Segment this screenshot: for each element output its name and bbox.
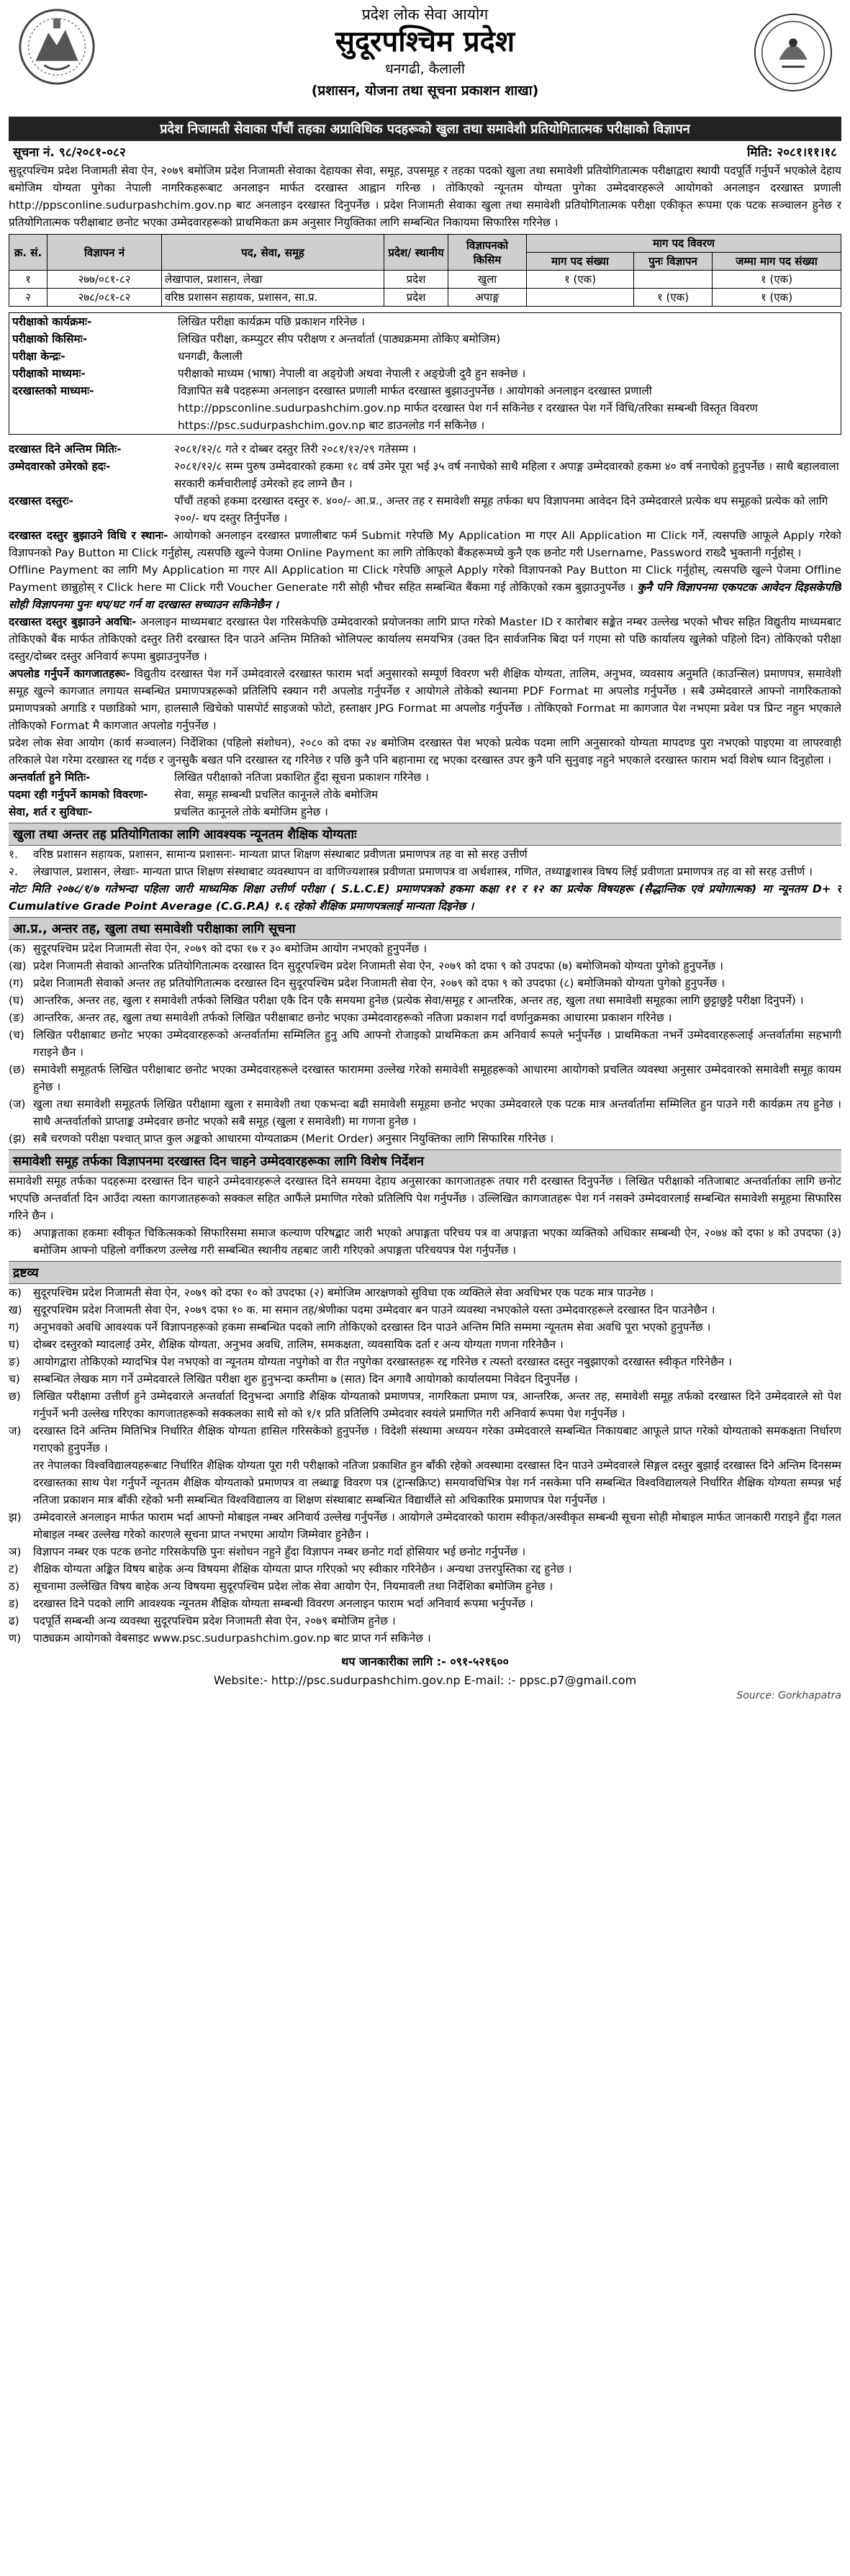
exam-info-box (9, 312, 841, 435)
header-branch: (प्रशासन, योजना तथा सूचना प्रकाशन शाखा) (311, 83, 539, 99)
notice-number: सूचना नं. ९८/२०८१-०८२ (13, 145, 126, 160)
exam-type: परीक्षाको किसिमः- लिखित परीक्षा, कम्प्युटर सीप परीक्षण र अन्तर्वार्ता (पाठ्यक्रममा तोकिए बमोजिम) (12, 333, 501, 345)
list-item: घ) दोब्बर दस्तुरको म्यादलाई उमेर, शैक्षिक योग्यता, अनुभव अवधि, तालिम, समकक्षता, व्यवसायिक दर्ता र अन्य योग्यता गणना गरिनेछैन । (9, 1338, 564, 1351)
footer (9, 1653, 841, 1690)
offline-payment: Offline Payment का लागि My Application मा गएर All Application मा Click गरेपछि आफूले Apply गरेको विज्ञापनको Pay Button मा Click गर्नुहोस्, त्यसपछि खुल्ने पेजमा Offline Payment छान्नुहोस् र Click here मा Click गरी Voucher Generate गरी सोही भौचर सहित सम्बन्धित बैंकमा गई तोकिएको रकम बुझाउनुपर्नेछ । कुनै पनि विज्ञापनमा एकपटक आवेदन दिइसकेपछि सोही विज्ञापनमा पुनः थप/घट गर्न वा दरखास्त सच्याउन सकिनेछैन । (9, 564, 841, 611)
advertisement-page (9, 0, 841, 2564)
col-demand: माग पद विवरण (527, 235, 841, 253)
edu-section-heading: खुला तथा अन्तर तह प्रतियोगिताका लागि आवश्यक न्यूनतम शैक्षिक योग्यताः (9, 823, 841, 846)
payment-method: दरखास्त दस्तुर बुझाउने विधि र स्थानः- आयोगको अनलाइन दरखास्त प्रणालीबाट फर्म Submit गरेपछि My Application मा गएर All Application मा Click गर्ने, त्यसपछि आफूले Apply गरेको विज्ञापनको Pay Button मा Click गर्नुहोस्, त्यसपछि खुल्ने पेजमा Online Payment का लागि तोकिएको बैंकहरूमध्ये कुनै एक छनोट गरी Username, Password राख्दै भुक्तानी गर्नुहोस् । (9, 529, 841, 559)
col-type: विज्ञापनको किसिम (448, 235, 527, 271)
directive-paragraph: प्रदेश लोक सेवा आयोग (कार्य सञ्चालन) निर्देशिका (पहिलो संशोधन), २०८० को दफा २४ बमोजिम दरखास्त पेश भएको प्रत्येक पदमा लागि अनुसारको योग्यता मापदण्ड पुरा नभएको पाइएमा वा लापरवाही तरिकाले पेश गरेमा दरखास्त रद्द गर्दछ र जुनसुकै बखत पनि दरखास्त रद्द गरिनेछ र पछि कुनै पनि बहानामा रद्द भएका दरखास्त उपर कुनै पनि सुनुवाइ नहुने भएकाले दरखास्त फाराम भर्दा विशेष ध्यान दिनुहोला । (9, 736, 841, 767)
advertisement-title: प्रदेश निजामती सेवाका पाँचौं तहका अप्राविधिक पदहरूको खुला तथा समावेशी प्रतियोगितात्मक परीक्षाको विज्ञापन (9, 117, 841, 141)
source-credit: Source: Gorkhapatra (736, 1690, 841, 1701)
list-item: ट) शैक्षिक योग्यता अङ्कित विषय बाहेक अन्य विषयमा शैक्षिक योग्यता प्राप्त गरिएको भए स्वीकार गरिनेछैन । अन्यथा उत्तरपुस्तिका रद्द हुनेछ । (9, 1563, 572, 1576)
service-benefits: सेवा, शर्त र सुविधाः- प्रचलित कानूनले तोके बमोजिम हुनेछ । (9, 805, 329, 818)
col-sn: क्र. सं. (9, 235, 48, 271)
application-fee: दरखास्त दस्तुरः- पाँचौं तहको हकमा दरखास्त दस्तुर रु. ४००/- आ.प्र., अन्तर तह र समावेशी समूह तर्फका थप विज्ञापनमा आवेदन दिने उम्मेदवारले प्रत्येक थप समूहको प्रत्येक को लागि २००/- थप दस्तुर तिर्नुपर्नेछ । (9, 494, 828, 525)
commission-logo-icon (751, 10, 836, 95)
deadline: दरखास्त दिने अन्तिम मितिः- २०८१/१२/८ गते र दोब्बर दस्तुर तिरी २०८१/१२/२९ गतेसम्म । (9, 443, 417, 456)
notice-line (9, 141, 841, 162)
posts-table (9, 234, 841, 307)
exam-medium: परीक्षाको माध्यमः- परीक्षाको माध्यम (भाषा) नेपाली वा अङ्ग्रेजी अथवा नेपाली र अङ्ग्रेजी दुवै हुन सक्नेछ । (12, 367, 526, 380)
intro-paragraph: सुदूरपश्चिम प्रदेश निजामती सेवा ऐन, २०७९ बमोजिम प्रदेश निजामती सेवाका देहायका सेवा, समूह, उपसमूह र तहका पदको खुला तथा समावेशी प्रतियोगितात्मक परीक्षाद्वारा स्थायी पदपूर्ति गर्नुपर्ने भएकोले देहाय बमोजिम योग्यता पुगेका नेपाली नागरिकहरूबाट अनलाइन मार्फत दरखास्त आह्वान गरिन्छ । तोकिएको न्यूनतम योग्यता पुगेका उम्मेदवारहरूले आयोगको अनलाइन दरखास्त प्रणाली http://ppsconline.sudurpashchim.gov.np बाट अनलाइन दरखास्त दिनुपर्नेछ । प्रदेश निजामती सेवाका खुला तथा समावेशी प्रतियोगितात्मक परीक्षा एकीकृत रूपमा एक पटक सञ्चालन हुनेछ र प्रतियोगितात्मक परीक्षाबाट छनोट भएका उम्मेदवारहरूको प्राथमिकता क्रम अनुसार नियुक्तिका लागि सम्बन्धित निकायमा सिफारिस गरिनेछ । (9, 164, 841, 229)
list-item: ठ) सूचनामा उल्लेखित विषय बाहेक अन्य विषयमा सुदूरपश्चिम प्रदेश लोक सेवा आयोग ऐन, नियमावली तथा निर्देशिका बमोजिम हुनेछ । (9, 1580, 553, 1593)
edu-note: नोटः मिति २०७८/१/७ गतेभन्दा पहिला जारी माध्यमिक शिक्षा उत्तीर्ण परीक्षा ( S.L.C.E) प्रमाणपत्रको हकमा कक्षा ११ र १२ का प्रत्येक विषयहरू (सैद्धान्तिक एवं प्रयोगात्मक) मा न्यूनतम D+ र Cumulative Grade Point Average (C.G.P.A) १.६ रहेको शैक्षिक प्रमाणपत्रलाई मान्यता दिइनेछ । (9, 882, 841, 913)
fee-submission-period: दरखास्त दस्तुर बुझाउने अवधिः- अनलाइन माध्यमबाट दरखास्त पेश गरिसकेपछि उम्मेदवारको प्रयोजनका लागि प्राप्त गरेको Master ID र कारोबार सङ्केत नम्बर उल्लेख भएको भौचर सहित विद्युतीय माध्यमबाट तोकिएको बैंक मार्फत तोकिएको दस्तुर तिरी दरखास्त दिन पाउने अन्तिम मितिको भोलिपल्ट कार्यालय समयभित्र (उक्त दिन सार्वजनिक बिदा पर्न गएमा सो पछि कार्यालय खुलेको पहिलो दिन) तोकिएको परीक्षा दस्तुर/दोब्बर दस्तुर अनिवार्य रूपमा बुझाउनुपर्नेछ । (9, 615, 841, 663)
table-row: २ २७८/०८१-८२ वरिष्ठ प्रशासन सहायक, प्रशासन, सा.प्र. प्रदेश अपाङ्ग १ (एक) १ (एक) (9, 289, 841, 307)
list-item: झ) उम्मेदवारले अनलाइन मार्फत फाराम भर्दा आफ्नो मोबाइल नम्बर अनिवार्य उल्लेख गर्नुपर्नेछ । आयोगले उम्मेदवारको फाराम स्वीकृत/अस्वीकृत सम्बन्धी सूचना सोही मोबाइल मार्फत जानकारी गराइने हुँदा गलत मोबाइल नम्बर उल्लेख गरेको कारणले सूचना प्राप्त नभएमा आयोग जिम्मेवार हुनेछैन । (9, 1511, 841, 1541)
interview-date: अन्तर्वार्ता हुने मितिः- लिखित परीक्षाको नतिजा प्रकाशित हुँदा सूचना प्रकाशन गरिनेछ । (9, 771, 429, 784)
col-ad-no: विज्ञापन नं (48, 235, 162, 271)
list-item: (ख) प्रदेश निजामती सेवाको आन्तरिक प्रतियोगितात्मक दरखास्त दिन सुदूरपश्चिम प्रदेश निजामती सेवा ऐन, २०७९ को दफा ९ को उपदफा (७) बमोजिमको योग्यता पुगेको हुनुपर्नेछ । (9, 959, 723, 972)
list-item: तर नेपालका विश्वविद्यालयहरूबाट निर्धारित शैक्षिक योग्यता पूरा गरी परीक्षाको नतिजा प्रकाशित हुन बाँकी रहेको अवस्थामा दरखास्त दिन पाउने उम्मेदवारले सिङ्गल दस्तुर बुझाई दरखास्त दिने अन्तिम दिनसम्म दरखास्तका साथ पेश गर्नुपर्ने न्यूनतम शैक्षिक योग्यताको प्रमाणपत्र वा लब्धाङ्क विवरण पत्र (ट्रान्सक्रिप्ट) समयावधिभित्र पेश गर्न नसकेमा पनि सम्बन्धित विश्वविद्यालयले निर्धारित शैक्षिक योग्यता सम्पन्न भई नतिजा प्रकाशन मात्र बाँकी रहेको भनी सम्बन्धित विश्वविद्यालय वा शिक्षण संस्थाबाट सम्बन्धित विद्यार्थीले सो अधिकारिक प्रमाणपत्र पेश गर्नुपर्नेछ । (33, 1459, 841, 1506)
list-item: च) सम्बन्धित लेखक माग गर्ने उम्मेदवारले लिखित परीक्षा शुरु हुनुभन्दा कम्तीमा ७ (सात) दिन अगावै आयोगको कार्यालयमा निवेदन दिनुपर्नेछ । (9, 1373, 578, 1386)
inclusive-section-heading: समावेशी समूह तर्फका विज्ञापनमा दरखास्त दिन चाहने उम्मेदवारहरूका लागि विशेष निर्देशन (9, 1149, 841, 1172)
list-item: क) अपाङ्गताका हकमाः स्वीकृत चिकित्सकको सिफारिसमा समाज कल्याण परिषद्बाट जारी भएको अपाङ्गता परिचय पत्र वा अपाङ्गता भएका व्यक्तिको अधिकार सम्बन्धी ऐन, २०७४ को दफा ४ को उपदफा (३) बमोजिम आफ्नो पहिलो वर्गीकरण उल्लेख गरी सम्बन्धित स्थानीय तहबाट जारी गरिएको अपाङ्गता परिचयपत्र पेश गर्नुपर्नेछ । (9, 1226, 841, 1257)
exam-center: परीक्षा केन्द्रः- धनगढी, कैलाली (12, 350, 243, 363)
col-demand-count: माग पद संख्या (527, 253, 634, 271)
header (9, 0, 841, 117)
list-item: ज) दरखास्त दिने अन्तिम मितिभित्र निर्धारित शैक्षिक योग्यता हासिल गरिसकेको हुनुपर्नेछ । विदेशी संस्थामा अध्ययन गरेका उम्मेदवारले सम्बन्धित निकायबाट आफूले प्राप्त गरेको योग्यताको समकक्षता निर्धारण गराएको हुनुपर्नेछ । (9, 1424, 841, 1455)
header-commission: प्रदेश लोक सेवा आयोग (361, 6, 489, 23)
list-item: (ज) खुला तथा समावेशी समूहतर्फ लिखित परीक्षामा खुला र समावेशी तथा एकभन्दा बढी समावेशी समूहमा छनोट भएका उम्मेदवारले एक पटक मात्र अन्तर्वार्तामा सम्मिलित हुन पाउने गरी कार्यक्रम तय हुनेछ । साथै अन्तर्वार्ताको प्राप्ताङ्क उम्मेदवार छनोट भएको सबै समूह (खुला र समावेशी) मा गणना हुनेछ । (9, 1098, 841, 1128)
exam-schedule: परीक्षाको कार्यक्रमः- लिखित परीक्षा कार्यक्रम पछि प्रकाशन गरिनेछ । (12, 315, 366, 328)
nepal-emblem-icon (14, 4, 99, 89)
list-item: ङ) आयोगद्वारा तोकिएको म्यादभित्र पेश नभएको वा न्यूनतम योग्यता नपुगेको वा रीत नपुगेका दरखास्तहरू रद्द गरिनेछ र त्यस्तो दरखास्त दस्तुर नबुझाएको दरखास्त स्वीकृत गरिनेछैन । (9, 1355, 732, 1368)
list-item: (झ) सबै चरणको परीक्षा पश्चात् प्राप्त कुल अङ्कको आधारमा योग्यताक्रम (Merit Order) अनुसार नियुक्तिका लागि सिफारिस गरिनेछ । (9, 1132, 554, 1145)
notice-date: मिति: २०८१।११।१८ (747, 145, 837, 160)
notes-section-heading: द्रष्टव्य (9, 1261, 841, 1284)
website-email: Website:- http://psc.sudurpashchim.gov.np E-mail: :- ppsc.p7@gmail.com (213, 1673, 637, 1687)
list-item: (घ) आन्तरिक, अन्तर तह, खुला र समावेशी तर्फको लिखित परीक्षा एकै दिन एकै समयमा हुनेछ (प्रत्येक सेवा/समूह र आन्तरिक, अन्तर तह, खुला तथा समावेशी समूहका लागि छुट्टाछुट्टै परीक्षा दिनुपर्ने) । (9, 994, 804, 1007)
list-item: २. लेखापाल, प्रशासन, लेखाः- मान्यता प्राप्त शिक्षण संस्थाबाट व्यवस्थापन वा वाणिज्यशास्त्र प्रवीणता प्रमाणपत्र वा अर्थशास्त्र, गणित, तथ्याङ्कशास्त्र विषय लिई प्रवीणता प्रमाणपत्र तह वा सो सरह उत्तीर्ण । (9, 865, 813, 878)
list-item: (छ) समावेशी समूहतर्फ लिखित परीक्षाबाट छनोट भएका उम्मेदवारहरूले दरखास्त फाराममा उल्लेख गरेको समावेशी समूहहरूको आधारमा आयोगको प्रचलित व्यवस्था अनुसार उम्मेदवारको समावेशी समूह कायम हुनेछ । (9, 1063, 841, 1093)
list-item: ख) सुदूरपश्चिम प्रदेश निजामती सेवा ऐन, २०७९ दफा १० क. मा समान तह/श्रेणीका पदमा उम्मेदवार बन पाउने व्यवस्था नभएकोले यस्ता उम्मेदवारहरूले दरखास्त दिन पाउनेछैन । (9, 1303, 715, 1316)
application-medium: दरखास्तको माध्यमः- विज्ञापित सबै पदहरूमा अनलाइन दरखास्त प्रणाली मार्फत दरखास्त बुझाउनुपर्नेछ । आयोगको अनलाइन दरखास्त प्रणाली http://ppsconline.sudurpashchim.gov.np मार्फत दरखास्त पेश गर्न सकिनेछ र दरखास्त पेश गर्ने विधि/तरिका सम्बन्धी विस्तृत विवरण https://psc.sudurpashchim.gov.np बाट डाउनलोड गर्न सकिनेछ । (12, 384, 758, 432)
list-item: (क) सुदूरपश्चिम प्रदेश निजामती सेवा ऐन, २०७९ को दफा १७ र ३० बमोजिम आयोग नभएको हुनुपर्नेछ । (9, 942, 428, 955)
job-duties: पदमा रही गर्नुपर्ने कामको विवरणः- सेवा, समूह सम्बन्धी प्रचलित कानूनले तोके बमोजिम (9, 788, 379, 801)
col-post: पद, सेवा, समूह (162, 235, 384, 271)
list-item: ण) पाठ्यक्रम आयोगको वेबसाइट www.psc.sudurpashchim.gov.np बाट प्राप्त गर्न सकिनेछ । (9, 1632, 431, 1645)
list-item: ग) अनुभवको अवधि आवश्यक पर्ने विज्ञापनहरूको हकमा सम्बन्धित पदको लागि तोकिएको दरखास्त दिन पाउने अन्तिम मिति सम्ममा न्यूनतम सेवा अवधि पूरा भएको हुनुपर्नेछ । (9, 1321, 711, 1334)
upload-documents: अपलोड गर्नुपर्ने कागजातहरूः- विद्युतीय दरखास्त पेश गर्ने उम्मेदवारले दरखास्त फाराम भर्दा अनुसारको सम्पूर्ण विवरण भरी शैक्षिक योग्यता, तालिम, अनुभव, व्यवसाय अनुमति (काउन्सिल) प्रमाणपत्र, समावेशी समूह खुल्ने कागजात लगायत सम्बन्धित प्रमाणपत्रहरूको प्रतिलिपि स्क्यान गरी अपलोड गर्नुपर्नेछ र आयोगले तोकेको स्थानमा PDF Format मा अपलोड गर्नुपर्नेछ । सबै उम्मेदवारले आफ्नो नागरिकताको प्रमाणपत्रको अगाडि र पछाडिको भाग, हालसालै खिचेको पासपोर्ट साइजको फोटो, हस्ताक्षर JPG Format मा अपलोड गर्नुपर्नेछ । तोकिएको Format मा कागजात पेश नभएमा प्रवेश पत्र प्रिन्ट नहुन भएकाले तोकिएको Format मै कागजात अपलोड गर्नुपर्नेछ । (9, 667, 841, 732)
list-item: १. वरिष्ठ प्रशासन सहायक, प्रशासन, सामान्य प्रशासनः- मान्यता प्राप्त शिक्षण संस्थाबाट प्रवीणता प्रमाणपत्र तह वा सो सरह उत्तीर्ण (9, 848, 528, 861)
list-item: (ङ) आन्तरिक, अन्तर तह, खुला तथा समावेशी तर्फको लिखित परीक्षाबाट छनोट भएका उम्मेदवारहरूको नतिजा प्रकाशन गर्दा वर्णानुक्रमका आधारमा प्रकाशन गरिनेछ । (9, 1011, 672, 1024)
col-total: जम्मा माग पद संख्या (713, 253, 841, 271)
list-item: छ) लिखित परीक्षामा उत्तीर्ण हुने उम्मेदवारले अन्तर्वार्ता दिनुभन्दा अगाडि शैक्षिक योग्यताको प्रमाणपत्र, नागरिकता प्रमाण पत्र, आन्तरिक, अन्तर तह, समावेशी समूह तर्फको दरखास्त दिने उम्मेदवारले सो पेश गर्नुपर्ने भनी उल्लेख गरिएका कागजातहरूको सक्कलका साथै सो को १/१ प्रति प्रतिलिपि उम्मेदवार स्वयंले प्रमाणित गरी अनिवार्य रूपमा पेश गर्नुपर्नेछ । (9, 1390, 841, 1420)
exam-section-heading: आ.प्र., अन्तर तह, खुला तथा समावेशी परीक्षाका लागि सूचना (9, 917, 841, 940)
list-item: क) सुदूरपश्चिम प्रदेश निजामती सेवा ऐन, २०७९ को दफा १० को उपदफा (२) बमोजिम आरक्षणको सुविधा एक व्यक्तिले सेवा अवधिभर एक पटक मात्र पाउनेछ । (9, 1286, 654, 1299)
list-item: ड) दरखास्त दिने पदको लागि आवश्यक न्यूनतम शैक्षिक योग्यता सम्बन्धी विवरण अनलाइन फाराम भर्दा अनिवार्य रूपमा भर्नुपर्नेछ । (9, 1597, 533, 1610)
header-province: सुदूरपश्चिम प्रदेश (335, 25, 515, 58)
col-re-ad: पुनः विज्ञापन (634, 253, 713, 271)
list-item: ञ) विज्ञापन नम्बर एक पटक छनोट गरिसकेपछि पुनः संशोधन नहुने हुँदा विज्ञापन नम्बर छनोट गर्दा होसियार भई छनोट गर्नुपर्नेछ । (9, 1545, 526, 1558)
contact-info: थप जानकारीका लागि :- ०९१-५२१६०० (341, 1655, 509, 1668)
header-place: धनगढी, कैलाली (385, 61, 465, 77)
list-item: ढ) पदपूर्ति सम्बन्धी अन्य व्यवस्था सुदूरपश्चिम प्रदेश निजामती सेवा ऐन, २०७९ बमोजिम हुनेछ । (9, 1614, 396, 1627)
age-limit: उम्मेदवारको उमेरको हदः- २०८१/१२/८ सम्म पुरुष उम्मेदवारको हकमा १८ वर्ष उमेर पूरा भई ३५ वर्ष ननाघेको साथै महिला र अपाङ्ग उम्मेदवारको हकमा ४० वर्ष ननाघेको हुनुपर्नेछ । साथै बहालवाला सरकारी कर्मचारीलाई उमेरको हद लाग्ने छैन । (9, 460, 839, 490)
inclusive-text: समावेशी समूह तर्फका पदहरूमा दरखास्त दिन चाहने उम्मेदवारहरूले दरखास्त दिने समयमा देहाय अनुसारका कागजातहरू तयार गरी दरखास्त दिनुपर्नेछ । लिखित परीक्षाको नतिजाबाट अन्तर्वार्ताका लागि छनोट भएपछि अन्तर्वार्ता दिन आउँदा त्यस्ता कागजातहरूको सक्कल सहित आफैंले प्रमाणित गरेको प्रतिलिपि पेश गर्नुपर्नेछ । उल्लिखित कागजातहरू पेश गर्न नसक्ने उम्मेदवारलाई सम्बन्धित समावेशी समूहमा सिफारिस गरिने छैन । (9, 1175, 841, 1222)
list-item: (ग) प्रदेश निजामती सेवाको अन्तर तह प्रतियोगितात्मक दरखास्त दिन सुदूरपश्चिम प्रदेश निजामती सेवा ऐन, २०७९ को दफा ९ को उपदफा (८) बमोजिमको योग्यता पुगेको हुनुपर्नेछ । (9, 977, 725, 990)
table-row: १ २७७/०८१-८२ लेखापाल, प्रशासन, लेखा प्रदेश खुला १ (एक) १ (एक) (9, 271, 841, 289)
list-item: (च) लिखित परीक्षाबाट छनोट भएका उम्मेदवारहरूको अन्तर्वार्तामा सम्मिलित हुनु अघि आफ्नो रोजाइको प्राथमिकता क्रम अनिवार्य रूपले भर्नुपर्नेछ । प्राथमिकता नभर्ने उम्मेदवारहरूलाई अन्तर्वार्तामा सहभागी गराइने छैन । (9, 1029, 841, 1059)
col-level: प्रदेश/ स्थानीय (384, 235, 448, 271)
